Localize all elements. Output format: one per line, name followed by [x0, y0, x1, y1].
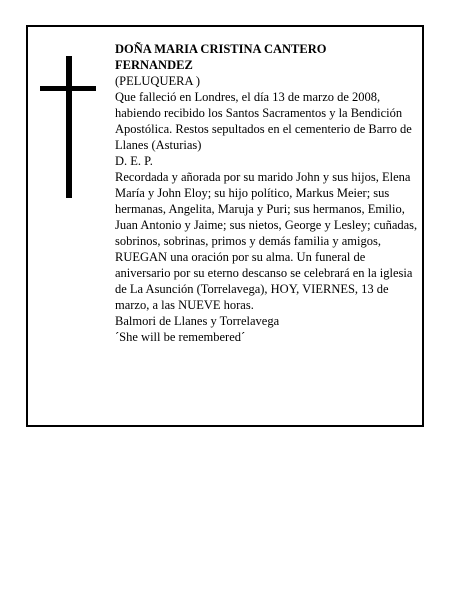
- mourners: Recordada y añorada por su marido John y sus hijos, Elena María y John Eloy; su hijo político, Markus Meier; sus hermanas, Angelita, Maruja y Puri; sus hermanos, Emilio, Juan Antonio y Jaime; sus nietos, George y Lesley; cuñadas, sobrinos, sobrinas, primos y demás familia y amigos,: [115, 170, 418, 248]
- cross-horizontal-bar: [40, 86, 96, 91]
- cross-icon: [40, 56, 96, 198]
- deceased-name-line-1: DOÑA MARIA CRISTINA CANTERO: [115, 42, 327, 56]
- obituary-text: [115, 41, 420, 345]
- deceased-name-line-2: FERNANDEZ: [115, 58, 193, 72]
- funeral-announcement: RUEGAN una oración por su alma. Un funeral de aniversario por su eterno descanso se celebrará en la iglesia de La Asunción (Torrelavega), HOY, VIERNES, 13 de marzo, a las NUEVE horas.: [115, 250, 413, 312]
- death-notice: Que falleció en Londres, el día 13 de marzo de 2008, habiendo recibido los Santos Sacramentos y la Bendición Apostólica. Restos sepultados en el cementerio de Barro de Llanes (Asturias): [115, 90, 412, 152]
- rip: D. E. P.: [115, 154, 153, 168]
- obituary-notice: [26, 25, 424, 427]
- places: Balmori de Llanes y Torrelavega: [115, 314, 280, 328]
- cross-vertical-bar: [66, 56, 72, 198]
- occupation: (PELUQUERA ): [115, 74, 201, 88]
- epitaph: ´She will be remembered´: [115, 330, 246, 344]
